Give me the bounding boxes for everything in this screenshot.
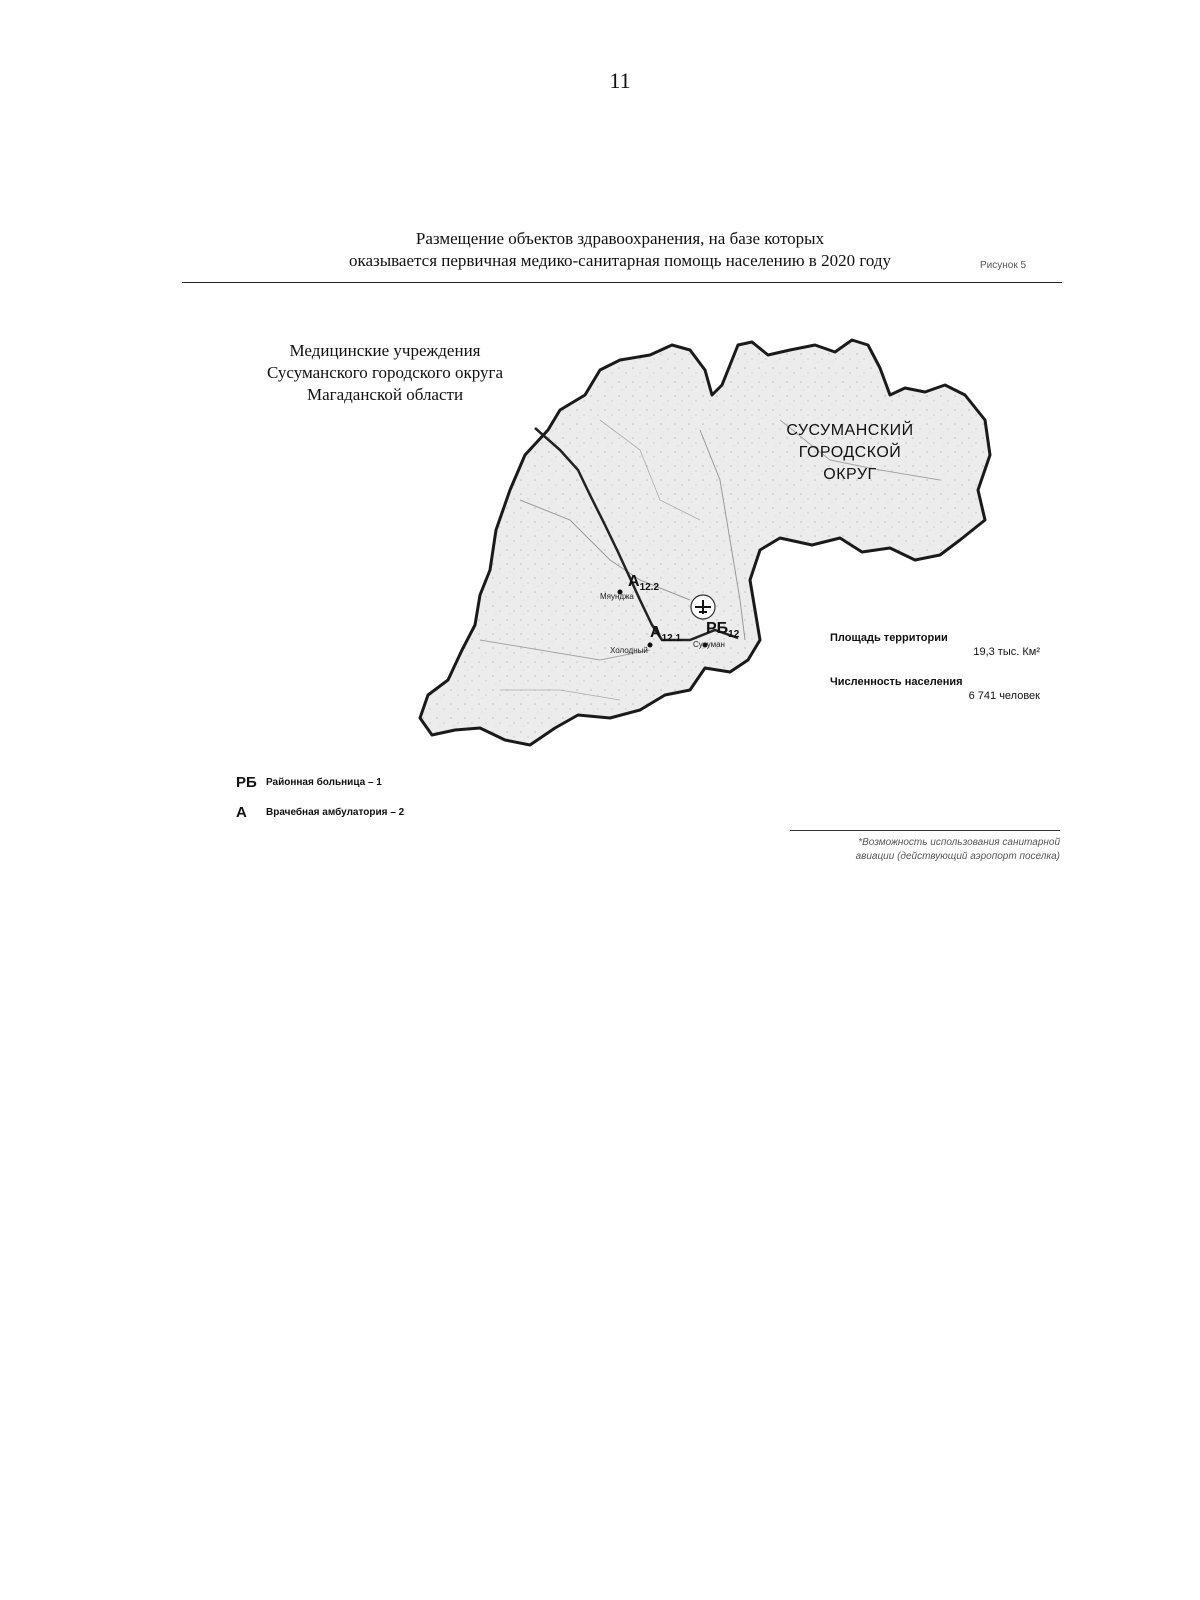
district-name-line2: ГОРОДСКОЙ <box>798 444 902 461</box>
facility-symbol: А <box>628 573 640 590</box>
population-stat <box>830 676 1040 702</box>
facility-hospital-12 <box>706 620 739 640</box>
legend-item-ambulatory <box>236 804 404 821</box>
map-heading-line2: Сусуманского городского округа <box>266 363 504 382</box>
facility-code: 12 <box>728 629 740 641</box>
district-name-line3: ОКРУГ <box>823 466 877 483</box>
area-value: 19,3 тыс. Км² <box>973 646 1040 658</box>
facility-code: 12.2 <box>639 582 660 594</box>
ambulatory-legend-icon: А <box>236 804 247 821</box>
footnote <box>780 836 1060 864</box>
legend-label: Врачебная амбулатория – 2 <box>266 807 405 818</box>
legend-item-hospital <box>236 774 382 791</box>
figure-title-line1: Размещение объектов здравоохранения, на базе которых <box>415 229 825 248</box>
facility-ambulatory-12-2 <box>628 573 659 593</box>
footnote-line1: *Возможность использования санитарной <box>858 837 1060 848</box>
map-heading-line3: Магаданской области <box>306 385 464 404</box>
population-value: 6 741 человек <box>968 690 1040 702</box>
area-label: Площадь территории <box>830 632 948 644</box>
hospital-legend-icon: РБ <box>236 774 257 791</box>
figure-title-line2: оказывается первичная медико-санитарная помощь населению в 2020 году <box>348 251 892 270</box>
settlement-label-myaundzha: Мяунджа <box>600 592 634 601</box>
legend-label: Районная больница – 1 <box>266 777 382 788</box>
population-label: Численность населения <box>830 676 963 688</box>
settlement-label-susuman: Сусуман <box>693 640 725 649</box>
footnote-line2: авиации (действующий аэропорт поселка) <box>855 851 1060 862</box>
facility-ambulatory-12-1 <box>650 624 681 644</box>
footnote-divider <box>790 830 1060 831</box>
page-number: 11 <box>609 68 631 93</box>
figure-label: Рисунок 5 <box>980 260 1027 271</box>
area-stat <box>830 632 1040 658</box>
settlement-label-kholodny: Холодный <box>610 646 648 655</box>
facility-symbol: РБ <box>706 620 729 637</box>
map-heading-line1: Медицинские учреждения <box>289 341 481 360</box>
facility-symbol: А <box>650 624 662 641</box>
district-name-line1: СУСУМАНСКИЙ <box>786 422 914 439</box>
facility-code: 12.1 <box>661 633 682 645</box>
